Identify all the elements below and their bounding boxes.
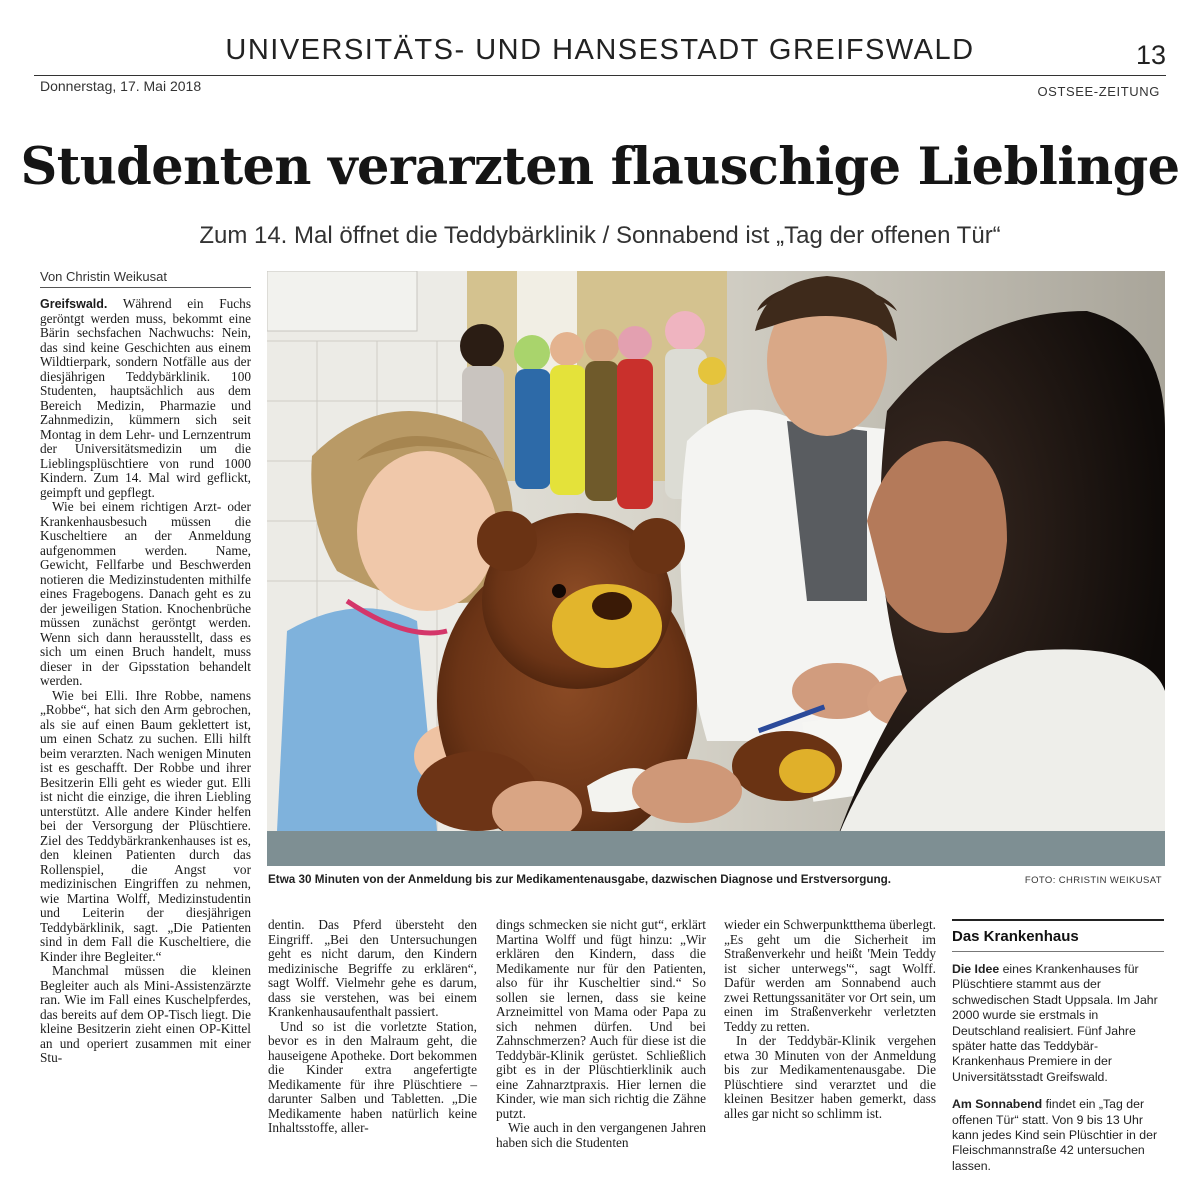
paragraph: Und so ist die vorletzte Station, bevor es in den Malraum geht, die hauseigene Apotheke. Dort bekommen die Kinder extra angefertigte Medikamente für ihre Plüschtiere – darunter Salben und Tabletten. „Die Medikamente haben natürlich keine Inhaltsstoffe, aller- bbox=[268, 1018, 477, 1135]
infobox-paragraph: Die Idee eines Krankenhauses für Plüschtiere stammt aus der schwedischen Stadt Uppsala. Im Jahr 2000 wurde sie erstmals in Deutschland realisiert. Fünf Jahre später hatte das Teddybär-Krankenhaus Premiere in der Universitätsstadt Greifswald. bbox=[952, 962, 1158, 1084]
page-number: 13 bbox=[1135, 40, 1166, 70]
article-column-3 bbox=[496, 918, 706, 1150]
article-column-2 bbox=[268, 918, 477, 1136]
article-headline: Studenten verarzten flauschige Lieblinge bbox=[20, 137, 1180, 197]
paragraph: Wie auch in den vergangenen Jahren haben sich die Studenten bbox=[496, 1120, 706, 1150]
article-column-1 bbox=[40, 297, 251, 1066]
section-title: UNIVERSITÄTS- UND HANSESTADT GREIFSWALD bbox=[225, 34, 975, 66]
infobox-lead: Am Sonnabend bbox=[952, 1097, 1043, 1112]
paragraph: Greifswald. Während ein Fuchs geröntgt werden muss, bekommt eine Bärin sechsfachen Nachwuchs: Nein, das sind keine Geschichten aus einem Wildtierpark, sondern Notfälle aus der diesjährigen Teddybärklinik. 100 Studenten, hauptsächlich aus dem Bereich Medizin, Pharmazie und Zahnmedizin, kümmern sich seit Montag in dem Lehr- und Lernzentrum der Universitätsmedizin um die Lieblingsplüschtiere von rund 1000 Kindern. Zum 14. Mal wird geflickt, geimpft und gepflegt. bbox=[40, 296, 251, 500]
article-photo bbox=[267, 271, 1165, 866]
paragraph: dentin. Das Pferd übersteht den Eingriff. „Bei den Untersuchungen geht es nicht darum, den Kindern medizinische Begriffe zu erklären“, sagt Wolff. Vielmehr gehe es darum, dass sie verstehen, was bei einem Krankenhausaufenthalt passiert. bbox=[268, 917, 477, 1019]
article-subtitle: Zum 14. Mal öffnet die Teddybärklinik / Sonnabend ist „Tag der offenen Tür“ bbox=[199, 222, 1001, 249]
paragraph: Manchmal müssen die kleinen Begleiter auch als Mini-Assistenzärzte ran. Wie im Fall eines Kuschelpferdes, das bereits auf dem OP-Tisch liegt. Die kleine Besitzerin zieht einen OP-Kittel an und operiert zusammen mit einer Stu- bbox=[40, 963, 251, 1065]
header-rule bbox=[34, 75, 1166, 76]
paragraph: In der Teddybär-Klinik vergehen etwa 30 Minuten von der Anmeldung bis zur Medikamentenausgabe. Die Plüschtiere sind verarztet und die kleinen Besitzer haben gemerkt, dass alles gar nicht so schlimm ist. bbox=[724, 1033, 936, 1121]
paragraph: Wie bei Elli. Ihre Robbe, namens „Robbe“, hat sich den Arm gebrochen, als sie auf einen Baum geklettert ist, um einen Schatz zu suchen. Elli hilft beim verarzten. Nach wenigen Minuten ist es geschafft. Der Robbe und ihrer Besitzerin Elli geht es wieder gut. Elli ist nicht die einzige, die ihren Liebling unterstützt. Alle andere Kinder helfen bei der Versorgung der Plüschtiere. Ziel des Teddybärkrankenhauses ist es, den kleinen Patienten durch das Rollenspiel, die Angst vor medizinischen Eingriffen zu nehmen, wie Martina Wolff, Medizinstudentin und Leiterin der diesjährigen Teddybärklinik, sagt. „Die Patienten sind in dem Fall die Kuscheltiere, die Kinder ihre Begleiter.“ bbox=[40, 687, 251, 964]
infobox-lead: Die Idee bbox=[952, 962, 1000, 976]
paragraph: Wie bei einem richtigen Arzt- oder Krankenhausbesuch müssen die Kuscheltiere an der Anmeldung aufgenommen werden. Name, Gewicht, Fellfarbe und Beschwerden notieren die Medizinstudenten mithilfe eines Fragebogens. Danach geht es zu der jeweiligen Station. Knochenbrüche müssen zunächst geröntgt werden. Wenn sich dann herausstellt, dass es sich um einen Bruch handelt, muss dieser in der Gipsstation behandelt werden. bbox=[40, 499, 251, 688]
infobox-body bbox=[952, 962, 1164, 1186]
article-column-4 bbox=[724, 918, 936, 1121]
photo-credit: FOTO: CHRISTIN WEIKUSAT bbox=[1024, 875, 1162, 886]
infobox-title-rule bbox=[952, 951, 1164, 952]
infobox-paragraph: Am Sonnabend findet ein „Tag der offenen Tür“ statt. Von 9 bis 13 Uhr kann jedes Kind sein Plüschtier in der Fleischmannstraße 42 untersuchen lassen. bbox=[952, 1097, 1158, 1173]
photo-caption: Etwa 30 Minuten von der Anmeldung bis zur Medikamentenausgabe, dazwischen Diagnose und Erstversorgung. bbox=[268, 873, 892, 886]
paragraph: wieder ein Schwerpunktthema überlegt. „Es geht um die Sicherheit im Straßenverkehr und heißt 'Mein Teddy ist sicher unterwegs'“, sagt Wolff. Dafür werden am Sonnabend auch zwei Rettungssanitäter vor Ort sein, um einen im Straßenverkehr verletzten Teddy zu retten. bbox=[724, 917, 936, 1034]
author-byline: Von Christin Weikusat bbox=[40, 269, 167, 284]
paragraph: dings schmecken sie nicht gut“, erklärt Martina Wolff und fügt hinzu: „Wir erklären den Kindern, dass die Medikamente nur für den Patienten, also für ihr Kuscheltier sind.“ So sollen sie lernen, dass sie keine Arzneimittel von Mama oder Papa zu sich nehmen dürfen. Und bei Zahnschmerzen? Auch für diese ist die Teddybär-Klinik gerüstet. Schließlich gibt es in der Plüschtierklinik auch eine Zahnarztpraxis. Hier lernen die Kinder, wie man sich richtig die Zähne putzt. bbox=[496, 917, 706, 1121]
infobox-top-rule bbox=[952, 919, 1164, 921]
byline-rule bbox=[40, 287, 251, 288]
infobox-title: Das Krankenhaus bbox=[952, 928, 1079, 945]
issue-date: Donnerstag, 17. Mai 2018 bbox=[40, 78, 202, 94]
newspaper-name: OSTSEE-ZEITUNG bbox=[1037, 84, 1160, 99]
dateline: Greifswald. bbox=[40, 297, 108, 311]
